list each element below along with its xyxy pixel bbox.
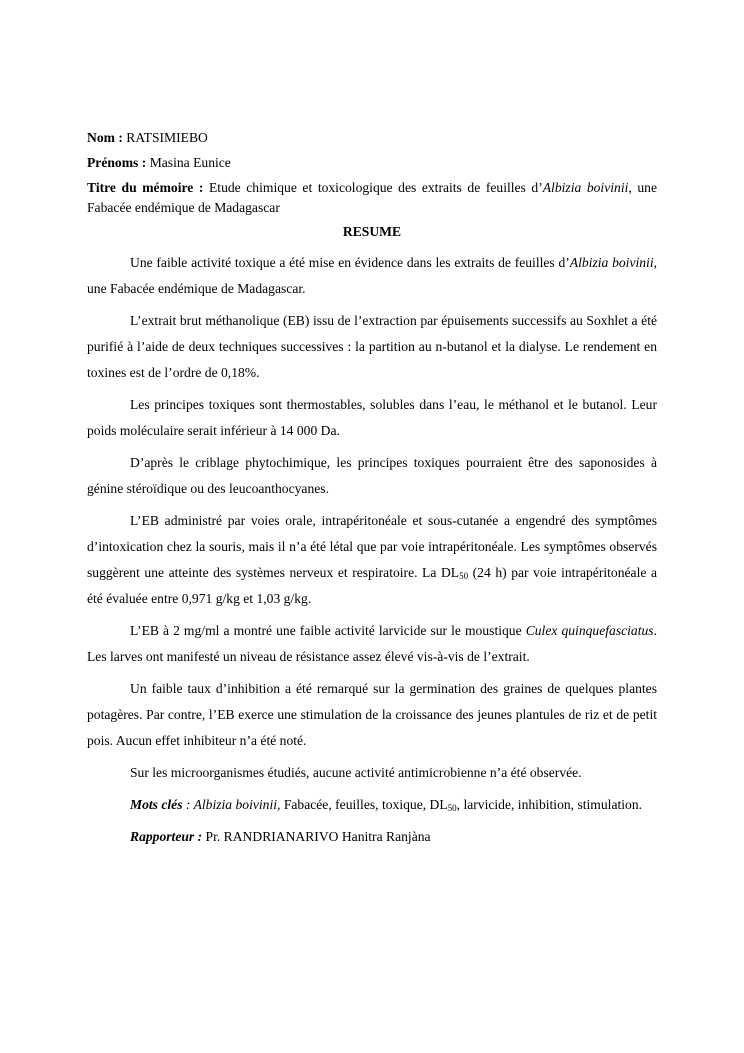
paragraph-8: Sur les microorganismes étudiés, aucune activité antimicrobienne n’a été observée. bbox=[130, 765, 582, 780]
p6-species: Culex quinquefasciatus bbox=[525, 623, 654, 638]
p5-subscript: 50 bbox=[459, 571, 469, 581]
paragraph-2: L’extrait brut méthanolique (EB) issu de l’extraction par épuisements successifs au Soxhlet a été purifié à l’aide de deux techniques successives : la partition au n-butanol et la dialyse. Le rendement en toxines est de l’ordre de 0,18%. bbox=[87, 313, 657, 380]
p5-text-1: L’EB administré par voies orale, intrapéritonéale et sous-cutanée a engendré des symptômes d’intoxication chez la souris, mais il n’a été létal que par voie intrapéritonéale. Les symptômes observés suggèrent une atteinte des systèmes nerveux et respiratoire. La DL bbox=[87, 513, 657, 580]
titre-text-2: , une Fabacée endémique de Madagascar bbox=[87, 180, 657, 215]
p1-text-1: Une faible activité toxique a été mise en évidence dans les extraits de feuilles d’ bbox=[130, 255, 570, 270]
nom-value: RATSIMIEBO bbox=[126, 130, 208, 145]
paragraph-3: Les principes toxiques sont thermostables, solubles dans l’eau, le méthanol et le butanol. Leur poids moléculaire serait inférieur à 14 000 Da. bbox=[87, 397, 657, 438]
keywords-paragraph bbox=[87, 792, 657, 818]
prenoms-line bbox=[87, 153, 657, 173]
prenoms-label: Prénoms : bbox=[87, 155, 147, 170]
nom-line bbox=[87, 128, 657, 148]
keywords-subscript: 50 bbox=[447, 803, 457, 813]
paragraph-1 bbox=[87, 250, 657, 302]
p6-text-2: . Les larves ont manifesté un niveau de résistance assez élevé vis-à-vis de l’extrait. bbox=[87, 623, 657, 664]
rapporteur-label: Rapporteur : bbox=[130, 829, 203, 844]
paragraph-5 bbox=[87, 508, 657, 612]
keywords-species: Albizia boivinii, bbox=[193, 797, 281, 812]
document-content bbox=[87, 128, 657, 856]
nom-label: Nom : bbox=[87, 130, 123, 145]
keywords-text-2: , larvicide, inhibition, stimulation. bbox=[456, 797, 643, 812]
rapporteur-paragraph bbox=[87, 824, 657, 850]
p5-text-2: (24 h) par voie intrapéritonéale a été évaluée entre 0,971 g/kg et 1,03 g/kg. bbox=[87, 565, 657, 606]
p1-species: Albizia boivinii, bbox=[569, 255, 657, 270]
titre-species: Albizia boivinii bbox=[542, 180, 629, 195]
keywords-colon: : bbox=[182, 797, 194, 812]
p1-text-2: une Fabacée endémique de Madagascar. bbox=[87, 281, 306, 296]
prenoms-value: Masina Eunice bbox=[149, 155, 231, 170]
keywords-text-1: Fabacée, feuilles, toxique, DL bbox=[280, 797, 448, 812]
rapporteur-value: Pr. RANDRIANARIVO Hanitra Ranjàna bbox=[202, 829, 431, 844]
paragraph-6 bbox=[87, 618, 657, 670]
p6-text-1: L’EB à 2 mg/ml a montré une faible activité larvicide sur le moustique bbox=[130, 623, 526, 638]
paragraph-4: D’après le criblage phytochimique, les principes toxiques pourraient être des saponosides à génine stéroïdique ou des leucoanthocyanes. bbox=[87, 455, 657, 496]
titre-text-1: Etude chimique et toxicologique des extraits de feuilles d’ bbox=[208, 180, 543, 195]
paragraph-7: Un faible taux d’inhibition a été remarqué sur la germination des graines de quelques plantes potagères. Par contre, l’EB exerce une stimulation de la croissance des jeunes plantules de riz et de petit pois. Aucun effet inhibiteur n’a été noté. bbox=[87, 681, 657, 748]
resume-heading: RESUME bbox=[342, 224, 402, 239]
keywords-label: Mots clés bbox=[130, 797, 183, 812]
titre-label: Titre du mémoire : bbox=[87, 180, 204, 195]
titre-line bbox=[87, 178, 657, 218]
